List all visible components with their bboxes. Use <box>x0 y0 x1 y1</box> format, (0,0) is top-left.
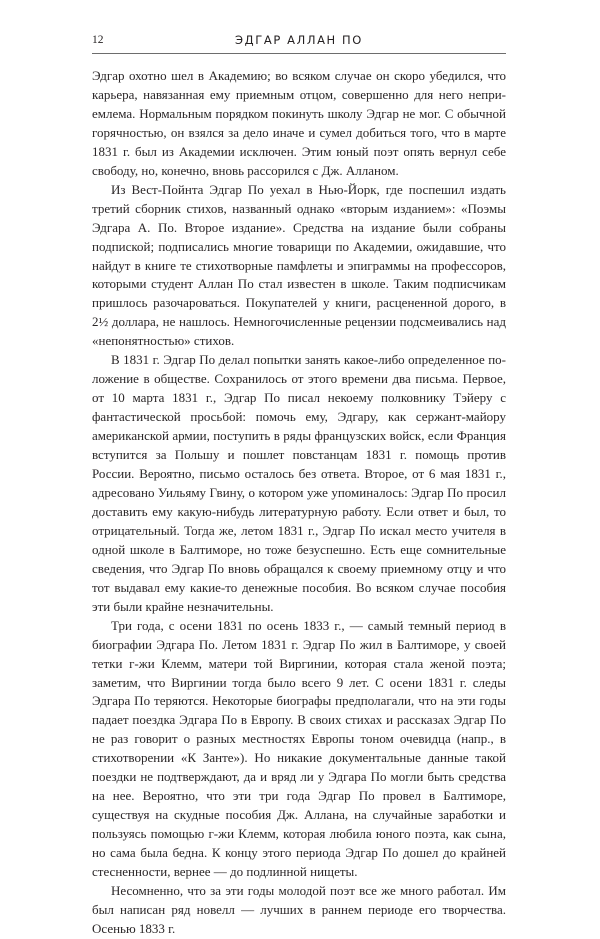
paragraph-5: Несомненно, что за эти годы молодой поэт все же много работал. Им был написан ряд новелл — лучших в раннем периоде его творчества. Осенью 1833 г. <box>92 882 506 936</box>
page-number: 12 <box>92 34 104 46</box>
running-title: ЭДГАР АЛЛАН ПО <box>235 33 363 47</box>
body-text <box>92 67 506 939</box>
paragraph-1: Эдгар охотно шел в Академию; во всяком случае он скоро убедился, что карьера, навязанная ему приемным отцом, совершенно для него неприемлема. Нормальным порядком покинуть школу Эдгар не мог. С обычной горячностью, он взялся за дело иначе и сумел добиться того, что в марте 1831 г. был из Академии исключен. Этим юный поэт опять вернул себе свободу, но, конечно, вновь рассорился с Дж. Алланом. <box>92 68 506 178</box>
paragraph-4: Три года, с осени 1831 по осень 1833 г., — самый темный период в биографии Эдгара По. Летом 1831 г. Эдгар По жил в Балтиморе, у своей тетки г-жи Клемм, матери той Виргинии, которая стала женой поэта; заметим, что Виргинии тогда было всего 9 лет. С осени 1831 г. следы Эдгара По теряются. Некоторые биографы предполагали, что на эти годы падает поездка Эдгара По в Европу. В своих стихах и рассказах Эдгар По не раз говорит о разных местностях Европы тоном очевидца (напр., в стихотворении «К Занте»). Но никакие документальные данные такой поездки не подтверждают, да и вряд ли у Эдгара По могли быть средства на нее. Вероятно, что эти три года Эдгар По провел в Балтиморе, существуя на скудные пособия Дж. Аллана, на случайные заработки и пользуясь помощью г-жи Клемм, которая любила юного поэта, как сына, но сама была бедна. К концу этого периода Эдгар По дошел до крайней стесненности, вернее — до подлинной нищеты. <box>92 617 506 880</box>
paragraph-2: Из Вест-Пойнта Эдгар По уехал в Нью-Йорк, где поспешил издать третий сборник стихов, названный однако «вторым изданием»: «Поэмы Эдгара А. По. Второе издание». Средства на издание были собраны подпиской; подписались многие товарищи по Академии, ожидавшие, что найдут в книге те стихотворные памфлеты и эпиграммы на профессоров, которыми студент Аллан По стал известен в школе. Таким подписчикам пришлось разочароваться. Покупателей у книги, расцененной дорого, в 2½ доллара, не нашлось. Немногочисленные рецензии подсмеивались над «непонятностью» стихов. <box>92 181 506 349</box>
header-rule <box>92 53 506 54</box>
running-head <box>92 30 506 52</box>
paragraph-3: В 1831 г. Эдгар По делал попытки занять какое-либо определенное положение в обществе. Сохранилось от этого времени два письма. Первое, от 10 марта 1831 г., Эдгар По писал некоему полковнику Тэйеру с фантастической просьбой: помочь ему, Эдгару, как сержант-майору американской армии, поступить в ряды французских войск, если Франция вступится за Польшу и пошлет повстанцам 1831 г. помощь против России. Вероятно, письмо осталось без ответа. Второе, от 6 мая 1831 г., адресовано Уильяму Гвину, о котором уже упоминалось: Эдгар По просил доставить ему какую-нибудь литературную работу. Если ответ и был, то отрицательный. Тогда же, летом 1831 г., Эдгар По искал место учителя в одной школе в Балтиморе, но тоже безуспешно. Есть еще сомнительные сведения, что Эдгар По вновь обращался к своему приемному отцу и что тот выдавал ему какие-то денежные пособия. Во всяком случае пособия эти были крайне незначительны. <box>92 352 506 614</box>
